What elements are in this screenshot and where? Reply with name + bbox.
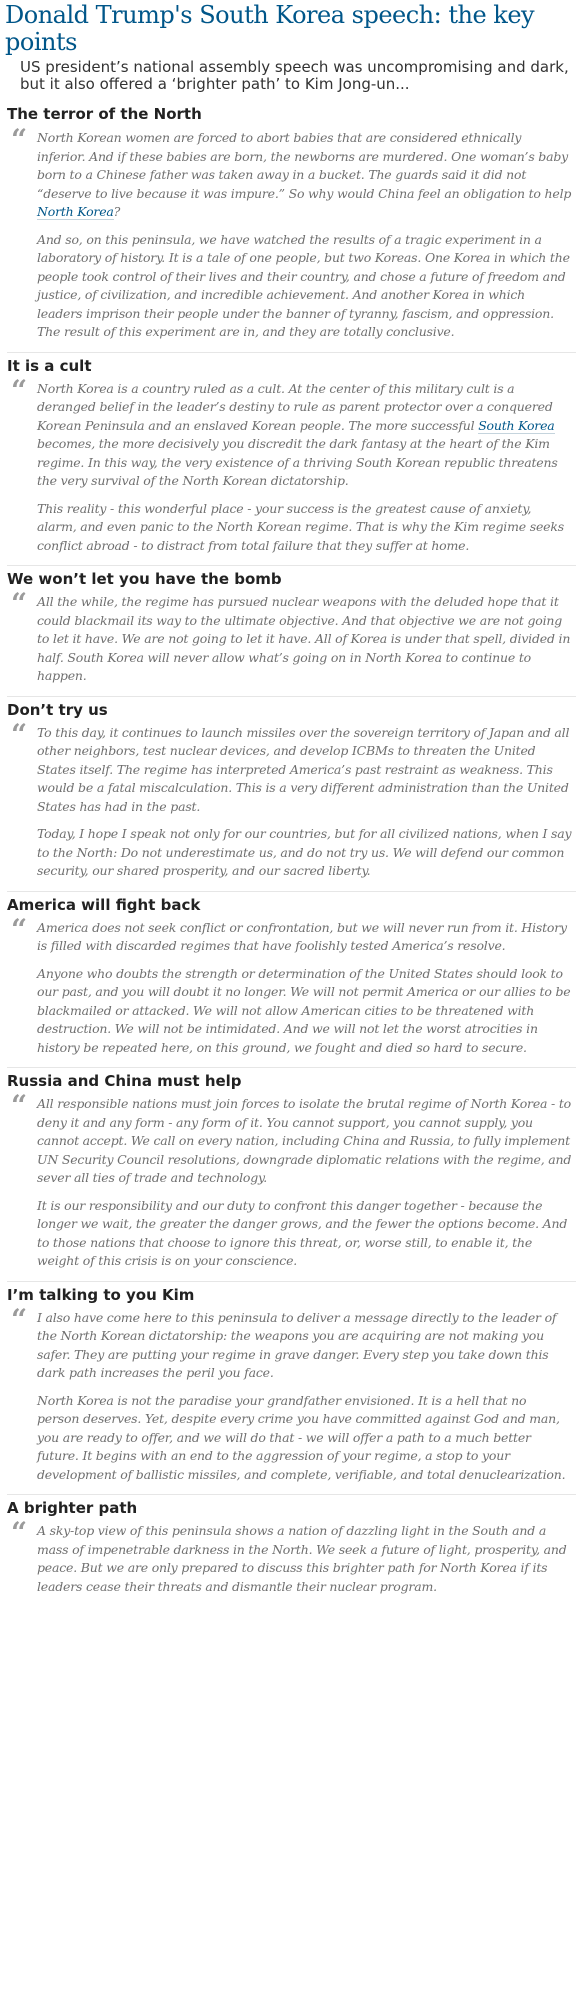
key-point-section bbox=[0, 101, 580, 342]
quote-mark-icon: “ bbox=[11, 1089, 25, 1122]
quote-mark-icon: “ bbox=[11, 373, 25, 407]
key-points-list bbox=[0, 101, 580, 1596]
paragraph-text: Today, I hope I speak not only for our countries, but for all civilized nations, when I say to the North: Do not underestimate us, and do not try us. We will defend our common security, our shared prosperity, and our sacred liberty. bbox=[37, 826, 572, 878]
speech-quote bbox=[7, 912, 576, 1058]
inline-topic-link[interactable]: South Korea bbox=[478, 417, 555, 433]
quote-paragraph bbox=[37, 231, 572, 342]
key-point-heading: We won’t let you have the bomb bbox=[7, 565, 576, 591]
key-point-heading: I’m talking to you Kim bbox=[7, 1281, 576, 1307]
quote-paragraph bbox=[37, 919, 572, 956]
quote-paragraph bbox=[37, 593, 572, 686]
quote-mark-icon: “ bbox=[11, 587, 25, 620]
quote-paragraph bbox=[37, 1392, 572, 1485]
key-point-heading: A brighter path bbox=[7, 1494, 576, 1520]
paragraph-text: becomes, the more decisively you discredit the dark fantasy at the heart of the Kim regime. In this way, the very existence of a thriving South Korean republic threatens the very survival of the North Korean dictatorship. bbox=[37, 436, 558, 488]
key-point-section bbox=[0, 1494, 580, 1596]
key-point-heading: Don’t try us bbox=[7, 696, 576, 722]
paragraph-text: To this day, it continues to launch missiles over the sovereign territory of Japan and all other neighbors, test nuclear devices, and develop ICBMs to threaten the United States itself. The regime has interpreted America’s past restraint as weakness. This would be a fatal miscalculation. This is a very different administration than the United States has had in the past. bbox=[37, 724, 570, 814]
paragraph-text: North Korea is a country ruled as a cult. At the center of this military cult is a deranged belief in the leader’s destiny to rule as parent protector over a conquered Korean Peninsula and an enslaved Korean people. The more successful bbox=[37, 380, 553, 433]
inline-topic-link[interactable]: North Korea bbox=[37, 204, 114, 219]
quote-paragraph bbox=[37, 825, 572, 881]
paragraph-text: North Korea is not the paradise your grandfather envisioned. It is a hell that no person deserves. Yet, despite every crime you have committed against God and man, you are ready to offer, and we will do that - we will offer a path to a much better future. It begins with an end to the aggression of your regime, a stop to your development of ballistic missiles, and complete, verifiable, and total denuclearization. bbox=[37, 1392, 566, 1482]
quote-paragraph bbox=[37, 500, 572, 556]
key-point-heading: America will fight back bbox=[7, 891, 576, 917]
paragraph-text: All responsible nations must join forces to isolate the brutal regime of North Korea - to deny it and any form - any form of it. You cannot support, you cannot supply, you cannot accept. We call on every nation, including China and Russia, to fully implement UN Security Council resolutions, downgrade diplomatic relations with the regime, and sever all ties of trade and technology. bbox=[37, 1096, 572, 1185]
quote-paragraph bbox=[37, 965, 572, 1058]
paragraph-text: This reality - this wonderful place - your success is the greatest cause of anxiety, alarm, and even panic to the North Korean regime. That is why the Kim regime seeks conflict abroad - to distract from total failure that they suffer at home. bbox=[37, 500, 564, 553]
speech-quote bbox=[7, 587, 576, 686]
quote-mark-icon: “ bbox=[11, 123, 25, 156]
key-point-heading: The terror of the North bbox=[7, 105, 202, 123]
paragraph-text: All the while, the regime has pursued nuclear weapons with the deluded hope that it could blackmail its way to the ultimate objective. And that objective we are not going to let it have. We are not going to let it have. All of Korea is under that spell, divided in half. South Korea will never allow what’s going on in North Korea to continue to happen. bbox=[37, 594, 571, 683]
article-standfirst: US president’s national assembly speech was uncompromising and dark, but it also offered a ‘brighter path’ to Kim Jong-un... bbox=[20, 58, 569, 93]
quote-paragraph bbox=[37, 1197, 572, 1271]
paragraph-text: North Korean women are forced to abort babies that are considered ethnically inferior. And if these babies are born, the newborns are murdered. One woman’s baby born to a Chinese father was taken away in a bucket. The guards said it did not “deserve to live because it was impure.” So why would China feel an obligation to help bbox=[37, 130, 572, 201]
quote-paragraph bbox=[37, 1309, 572, 1383]
key-point-section bbox=[0, 696, 580, 881]
key-point-heading: Russia and China must help bbox=[7, 1067, 576, 1093]
key-point-heading: It is a cult bbox=[7, 352, 576, 378]
speech-quote bbox=[7, 373, 576, 556]
article-headline: Donald Trump's South Korea speech: the key points bbox=[5, 1, 535, 56]
quote-mark-icon: “ bbox=[11, 1302, 25, 1336]
quote-paragraph bbox=[37, 1095, 572, 1188]
paragraph-text: Anyone who doubts the strength or determination of the United States should look to our past, and you will doubt it no longer. We will not permit America or our allies to be blackmailed or attacked. We will not allow American cities to be threatened with destruction. We will not be intimidated. And we will not let the worst atrocities in history be repeated here, on this ground, we fought and died so hard to secure. bbox=[37, 965, 571, 1055]
speech-quote bbox=[7, 123, 576, 342]
key-point-section bbox=[0, 1067, 580, 1271]
paragraph-text: ? bbox=[113, 204, 121, 219]
paragraph-text: A sky-top view of this peninsula shows a nation of dazzling light in the South and a mass of impenetrable darkness in the North. We seek a future of light, prosperity, and peace. But we are only prepared to discuss this brighter path for North Korea if its leaders cease their threats and dismantle their nuclear program. bbox=[37, 1523, 567, 1594]
key-point-section bbox=[0, 565, 580, 686]
quote-mark-icon: “ bbox=[11, 1516, 25, 1549]
key-point-section bbox=[0, 352, 580, 556]
speech-quote bbox=[7, 717, 576, 881]
paragraph-text: America does not seek conflict or confrontation, but we will never run from it. History is filled with discarded regimes that have foolishly tested America’s resolve. bbox=[37, 919, 567, 953]
key-point-section bbox=[0, 891, 580, 1058]
paragraph-text: And so, on this peninsula, we have watched the results of a tragic experiment in a laboratory of history. It is a tale of one people, but two Koreas. One Korea in which the people took control of their lives and their country, and chose a future of freedom and justice, of civilization, and incredible achievement. And another Korea in which leaders imprison their people under the banner of tyranny, fascism, and oppression. The result of this experiment are in, and they are totally conclusive. bbox=[37, 231, 570, 339]
quote-paragraph bbox=[37, 1522, 572, 1596]
quote-paragraph bbox=[37, 380, 572, 491]
quote-mark-icon: “ bbox=[11, 717, 25, 751]
speech-quote bbox=[7, 1302, 576, 1485]
quote-paragraph bbox=[37, 129, 572, 222]
key-point-section bbox=[0, 1281, 580, 1485]
paragraph-text: It is our responsibility and our duty to confront this danger together - because the longer we wait, the greater the danger grows, and the fewer the options become. And to those nations that choose to ignore this threat, or, worse still, to enable it, the weight of this crisis is on your conscience. bbox=[37, 1197, 568, 1268]
speech-quote bbox=[7, 1516, 576, 1596]
paragraph-text: I also have come here to this peninsula to deliver a message directly to the leader of the North Korean dictatorship: the weapons you are acquiring are not making you safer. They are putting your regime in grave danger. Every step you take down this dark path increases the peril you face. bbox=[37, 1309, 557, 1380]
quote-paragraph bbox=[37, 724, 572, 817]
quote-mark-icon: “ bbox=[11, 912, 25, 946]
speech-quote bbox=[7, 1089, 576, 1271]
